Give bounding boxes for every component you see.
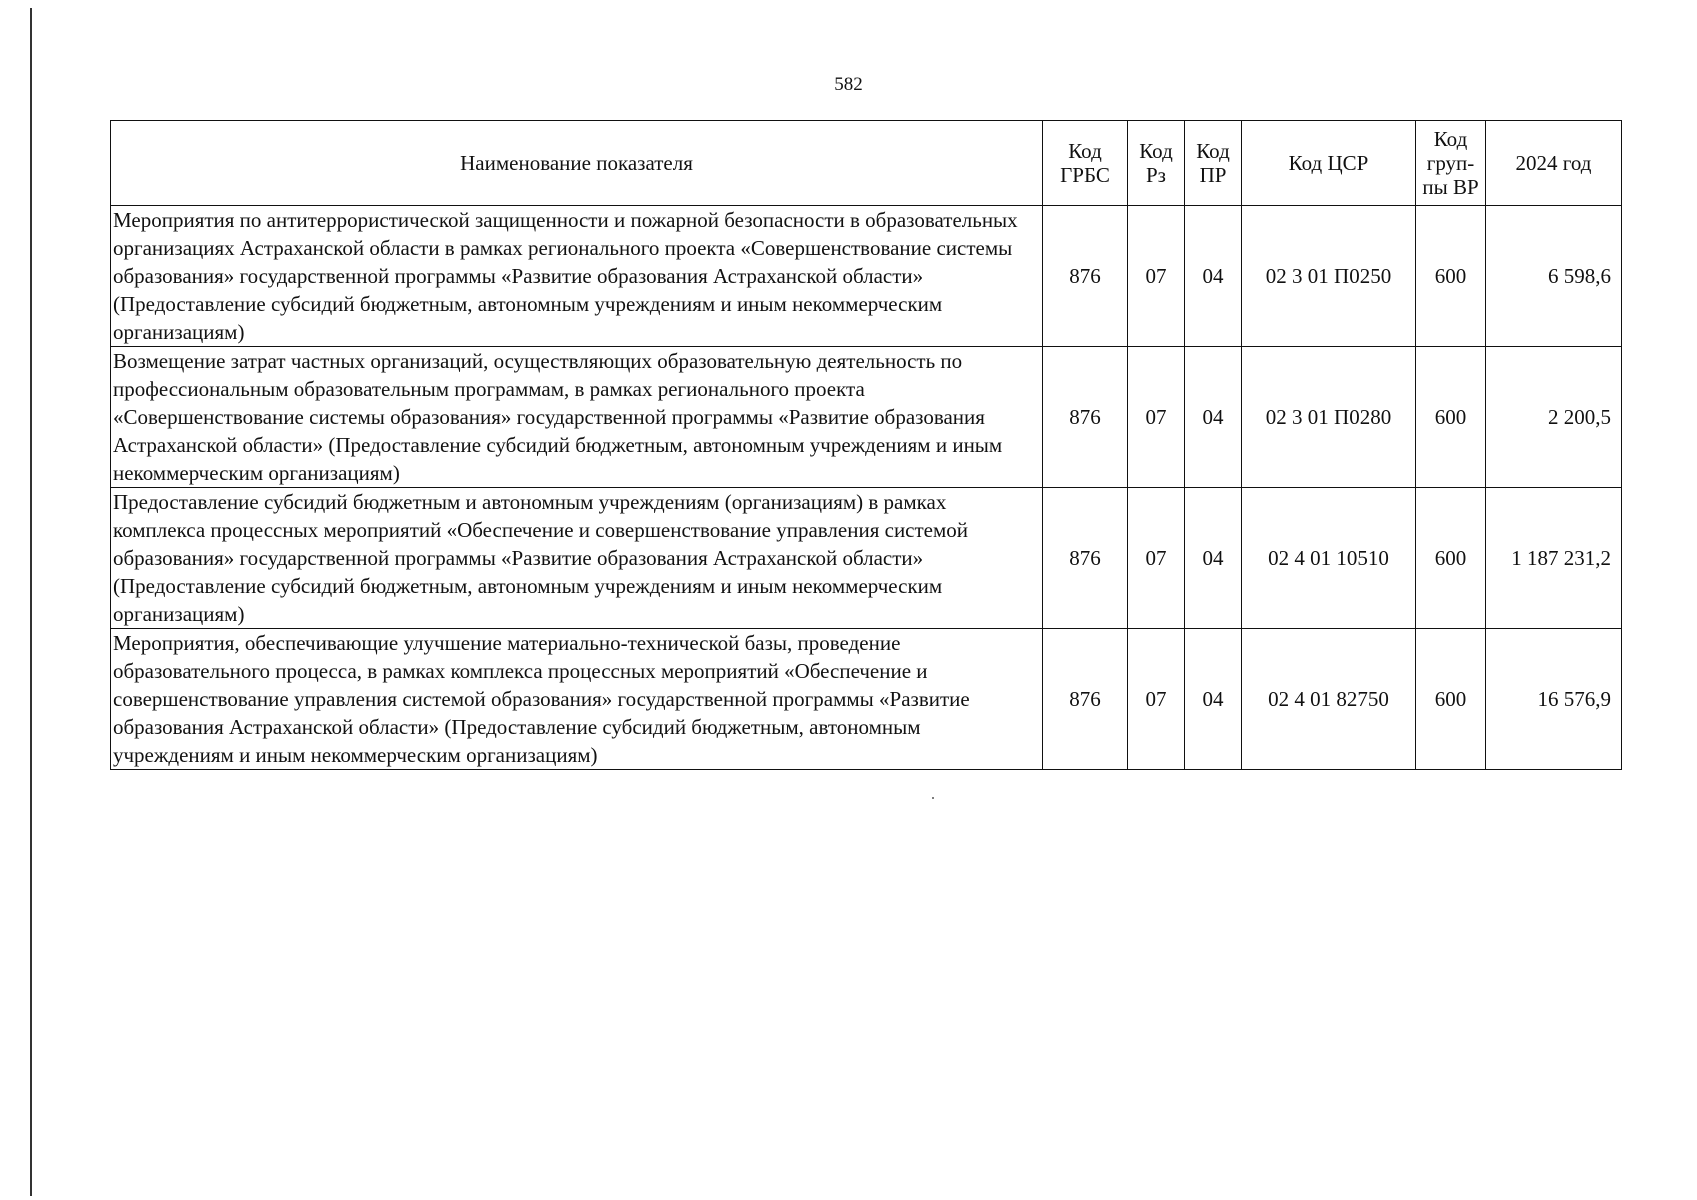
cell-amount: 6 598,6	[1486, 206, 1622, 347]
cell-csr: 02 4 01 10510	[1242, 488, 1416, 629]
cell-rz: 07	[1128, 206, 1185, 347]
cell-pr: 04	[1185, 488, 1242, 629]
page-number: 582	[834, 74, 863, 95]
cell-grbs: 876	[1043, 347, 1128, 488]
cell-name: Мероприятия по антитеррористической защищенности и пожарной безопасности в образовательных организациях Астраханской области в рамках регионального проекта «Совершенствование системы образования» государственной программы «Развитие образования Астраханской области» (Предоставление субсидий бюджетным, автономным учреждениям и иным некоммерческим организациям)	[111, 206, 1043, 347]
table-header-row	[111, 121, 1622, 206]
cell-csr: 02 3 01 П0250	[1242, 206, 1416, 347]
cell-name: Мероприятия, обеспечивающие улучшение материально-технической базы, проведение образовательного процесса, в рамках комплекса процессных мероприятий «Обеспечение и совершенствование управления системой образования» государственной программы «Развитие образования Астраханской области» (Предоставление субсидий бюджетным, автономным учреждениям и иным некоммерческим организациям)	[111, 629, 1043, 770]
cell-amount: 2 200,5	[1486, 347, 1622, 488]
cell-pr: 04	[1185, 206, 1242, 347]
cell-csr: 02 3 01 П0280	[1242, 347, 1416, 488]
cell-name: Предоставление субсидий бюджетным и автономным учреждениям (организациям) в рамках комплекса процессных мероприятий «Обеспечение и совершенствование управления системой образования» государственной программы «Развитие образования Астраханской области» (Предоставление субсидий бюджетным, автономным учреждениям и иным некоммерческим организациям)	[111, 488, 1043, 629]
cell-vr: 600	[1416, 629, 1486, 770]
cell-vr: 600	[1416, 347, 1486, 488]
scan-border-line	[30, 8, 32, 1196]
cell-csr: 02 4 01 82750	[1242, 629, 1416, 770]
cell-vr: 600	[1416, 206, 1486, 347]
cell-pr: 04	[1185, 347, 1242, 488]
table-row	[111, 629, 1622, 770]
cell-amount: 16 576,9	[1486, 629, 1622, 770]
table-row	[111, 488, 1622, 629]
table-row	[111, 206, 1622, 347]
header-vr: Код груп-пы ВР	[1416, 121, 1486, 206]
cell-grbs: 876	[1043, 629, 1128, 770]
cell-rz: 07	[1128, 488, 1185, 629]
budget-table	[110, 120, 1622, 770]
cell-amount: 1 187 231,2	[1486, 488, 1622, 629]
cell-rz: 07	[1128, 629, 1185, 770]
header-rz: Код Рз	[1128, 121, 1185, 206]
cell-pr: 04	[1185, 629, 1242, 770]
header-csr: Код ЦСР	[1242, 121, 1416, 206]
header-pr: Код ПР	[1185, 121, 1242, 206]
cell-rz: 07	[1128, 347, 1185, 488]
header-grbs: Код ГРБС	[1043, 121, 1128, 206]
scan-artifact-dot	[932, 797, 934, 799]
cell-vr: 600	[1416, 488, 1486, 629]
cell-grbs: 876	[1043, 206, 1128, 347]
cell-name: Возмещение затрат частных организаций, осуществляющих образовательную деятельность по профессиональным образовательным программам, в рамках регионального проекта «Совершенствование системы образования» государственной программы «Развитие образования Астраханской области» (Предоставление субсидий бюджетным, автономным учреждениям и иным некоммерческим организациям)	[111, 347, 1043, 488]
table-row	[111, 347, 1622, 488]
header-year: 2024 год	[1486, 121, 1622, 206]
cell-grbs: 876	[1043, 488, 1128, 629]
header-name: Наименование показателя	[111, 121, 1043, 206]
